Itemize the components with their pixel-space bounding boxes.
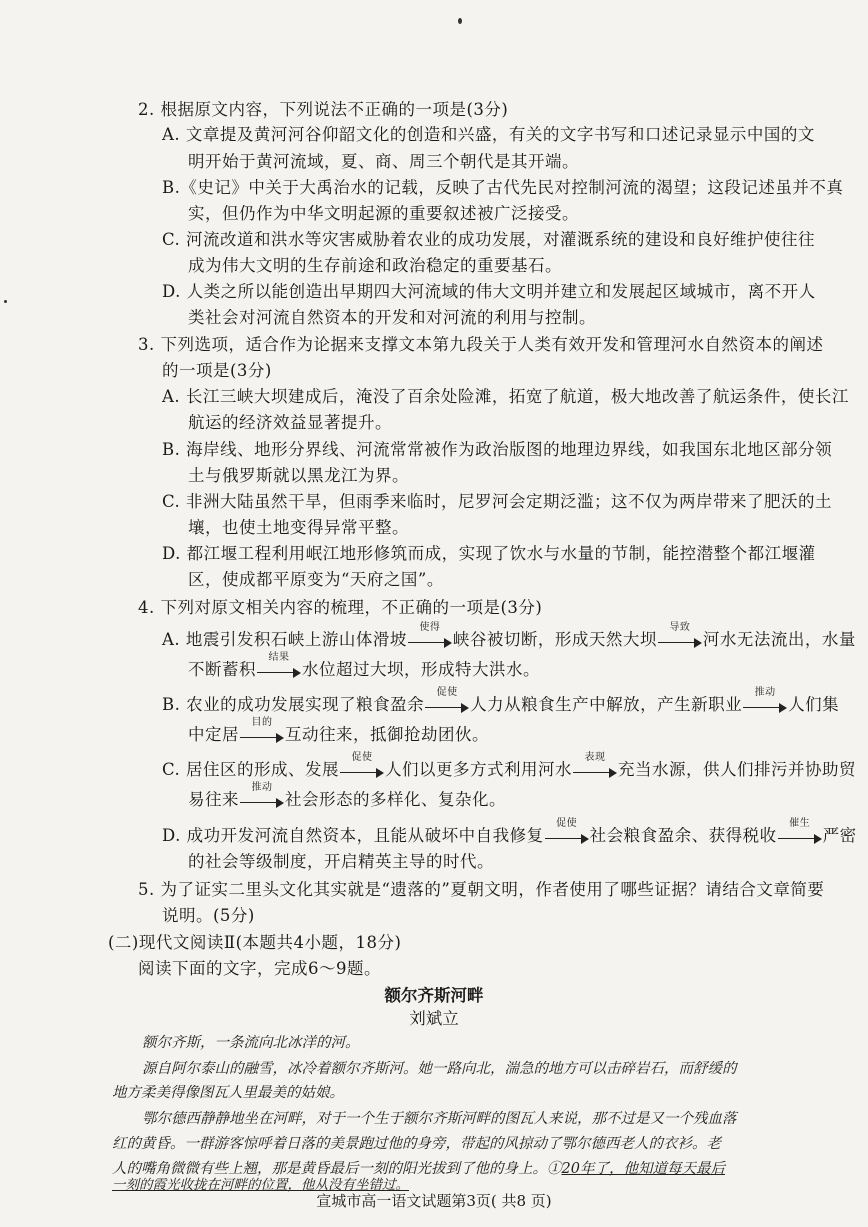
flow-text: 充当水源，供人们排污并协助贸	[618, 760, 857, 779]
flow-arrow	[658, 621, 702, 650]
flow-text: C. 居住区的形成、发展	[162, 760, 340, 779]
flow-text: 河水无法流出，水量	[702, 630, 856, 649]
q4-option-c-line1	[162, 751, 857, 780]
arrow-caption: 导致	[669, 621, 691, 633]
question-4-stem: 4. 下列对原文相关内容的梳理，不正确的一项是(3分)	[138, 598, 543, 617]
arrow-caption: 催生	[789, 817, 811, 829]
arrow-caption: 表现	[584, 751, 606, 763]
flow-text: A. 地震引发积石峡上游山体滑坡	[162, 630, 407, 649]
section-heading: (二)现代文阅读Ⅱ(本题共4小题，18分)	[108, 933, 402, 952]
passage-text: 人的嘴角微微有些上翘，那是黄昏最后一刻的阳光拔到了他的身上。①	[112, 1161, 562, 1177]
arrow-caption: 结果	[268, 651, 290, 663]
q3-option-d-line1: D. 都江堰工程利用岷江地形修筑而成，实现了饮水与水量的节制，能控潜整个都江堰灌	[162, 544, 816, 563]
flow-arrow	[240, 716, 284, 745]
section-instruction: 阅读下面的文字，完成6～9题。	[138, 959, 381, 978]
question-5-line1: 5. 为了证实二里头文化其实就是“遗落的”夏朝文明，作者使用了哪些证据？请结合文章简要	[138, 880, 825, 899]
arrow-caption: 推动	[251, 781, 273, 793]
question-3-stem-line1: 3. 下列选项，适合作为论据来支撑文本第九段关于人类有效开发和管理河水自然资本的阐述	[138, 335, 824, 354]
page-footer: 宣城市高一语文试题第3页( 共8 页)	[316, 1192, 552, 1210]
passage-title: 额尔齐斯河畔	[384, 986, 484, 1005]
flow-text: 易往来	[188, 790, 239, 809]
passage-paragraph-3-line4: 一刻的霞光收拢在河畔的位置，他从没有坐错过。	[112, 1177, 409, 1193]
passage-paragraph-3-line1: 鄂尔德西静静地坐在河畔，对于一个生于额尔齐斯河畔的图瓦人来说，那不过是又一个残血落	[142, 1111, 737, 1127]
q2-option-b-line1: B.《史记》中关于大禹治水的记载，反映了古代先民对控制河流的渴望；这段记述虽并不真	[162, 178, 844, 197]
passage-paragraph-3-line2: 红的黄昏。一群游客惊呼着日落的美景跑过他的身旁，带起的风掠动了鄂尔德西老人的衣衫。老	[112, 1136, 721, 1152]
flow-text: 峡谷被切断，形成天然大坝	[452, 630, 657, 649]
flow-arrow	[545, 817, 589, 846]
passage-paragraph-1: 额尔齐斯，一条流向北冰洋的河。	[142, 1035, 360, 1051]
flow-text: B. 农业的成功发展实现了粮食盈余	[162, 695, 425, 714]
question-5-line2: 说明。(5分)	[162, 906, 255, 925]
question-3-stem-line2: 的一项是(3分)	[162, 361, 272, 380]
flow-text: 互动往来，抵御抢劫团伙。	[285, 725, 489, 744]
arrow-caption: 目的	[251, 716, 273, 728]
q4-option-a-line2	[188, 651, 540, 680]
q3-option-c-line1: C. 非洲大陆虽然干旱，但雨季来临时，尼罗河会定期泛滥；这不仅为两岸带来了肥沃的土	[162, 492, 833, 511]
q2-option-c-line1: C. 河流改道和洪水等灾害威胁着农业的成功发展，对灌溉系统的建设和良好维护使往往	[162, 230, 816, 249]
flow-arrow	[408, 621, 452, 650]
q4-option-a-line1	[162, 621, 856, 650]
flow-text: 人力从粮食生产中解放，产生新职业	[470, 695, 743, 714]
q2-option-a-line2: 明开始于黄河流域，夏、商、周三个朝代是其开端。	[188, 152, 579, 171]
passage-paragraph-2-line2: 地方柔美得像图瓦人里最美的姑娘。	[112, 1085, 344, 1101]
arrow-caption: 促使	[556, 817, 578, 829]
q4-option-b-line1	[162, 686, 840, 715]
q3-option-c-line2: 壤，也使土地变得异常平整。	[188, 518, 409, 537]
q4-option-d-line1	[162, 817, 857, 846]
flow-arrow	[240, 781, 284, 810]
arrow-caption: 推动	[754, 686, 776, 698]
scan-speck	[4, 300, 7, 303]
q4-option-b-line2	[188, 716, 489, 745]
flow-text: D. 成功开发河流自然资本，且能从破坏中自我修复	[162, 826, 544, 845]
flow-text: 社会粮食盈余、获得税收	[589, 826, 777, 845]
q3-option-b-line1: B. 海岸线、地形分界线、河流常常被作为政治版图的地理边界线，如我国东北地区部分领	[162, 440, 833, 459]
q3-option-b-line2: 土与俄罗斯就以黑龙江为界。	[188, 466, 409, 485]
flow-arrow	[340, 751, 384, 780]
q2-option-d-line2: 类社会对河流自然资本的开发和对河流的利用与控制。	[188, 308, 596, 327]
flow-text: 水位超过大坝，形成特大洪水。	[302, 660, 540, 679]
q4-option-d-line2: 的社会等级制度，开启精英主导的时代。	[188, 852, 494, 871]
flow-text: 中定居	[188, 725, 239, 744]
flow-text: 社会形态的多样化、复杂化。	[285, 790, 506, 809]
arrow-caption: 使得	[419, 621, 441, 633]
q2-option-c-line2: 成为伟大文明的生存前途和政治稳定的重要基石。	[188, 256, 562, 275]
passage-paragraph-2-line1: 源自阿尔泰山的融雪，冰冷着额尔齐斯河。她一路向北，湍急的地方可以击碎岩石，而舒缓的	[142, 1061, 737, 1077]
arrow-caption: 促使	[351, 751, 373, 763]
q2-option-b-line2: 实，但仍作为中华文明起源的重要叙述被广泛接受。	[188, 204, 579, 223]
underlined-sentence: 20年了，他知道每天最后	[561, 1161, 725, 1177]
q2-option-a-line1: A. 文章提及黄河河谷仰韶文化的创造和兴盛，有关的文字书写和口述记录显示中国的文	[162, 125, 815, 144]
flow-text: 不断蓄积	[188, 660, 256, 679]
flow-arrow	[257, 651, 301, 680]
scan-speck	[458, 18, 462, 24]
q3-option-d-line2: 区，使成都平原变为“天府之国”。	[188, 570, 444, 589]
q4-option-c-line2	[188, 781, 506, 810]
question-2-stem: 2. 根据原文内容，下列说法不正确的一项是(3分)	[138, 100, 509, 119]
q3-option-a-line2: 航运的经济效益显著提升。	[188, 413, 392, 432]
flow-arrow	[573, 751, 617, 780]
flow-text: 人们集	[788, 695, 840, 714]
flow-arrow	[778, 817, 822, 846]
arrow-caption: 促使	[436, 686, 458, 698]
q2-option-d-line1: D. 人类之所以能创造出早期四大河流域的伟大文明并建立和发展起区域城市，离不开人	[162, 282, 816, 301]
passage-author: 刘斌立	[409, 1009, 459, 1028]
flow-text: 人们以更多方式利用河水	[385, 760, 573, 779]
flow-text: 严密	[822, 826, 857, 845]
flow-arrow	[743, 686, 787, 715]
q3-option-a-line1: A. 长江三峡大坝建成后，淹没了百余处险滩，拓宽了航道，极大地改善了航运条件，使长江	[162, 387, 849, 406]
flow-arrow	[425, 686, 469, 715]
